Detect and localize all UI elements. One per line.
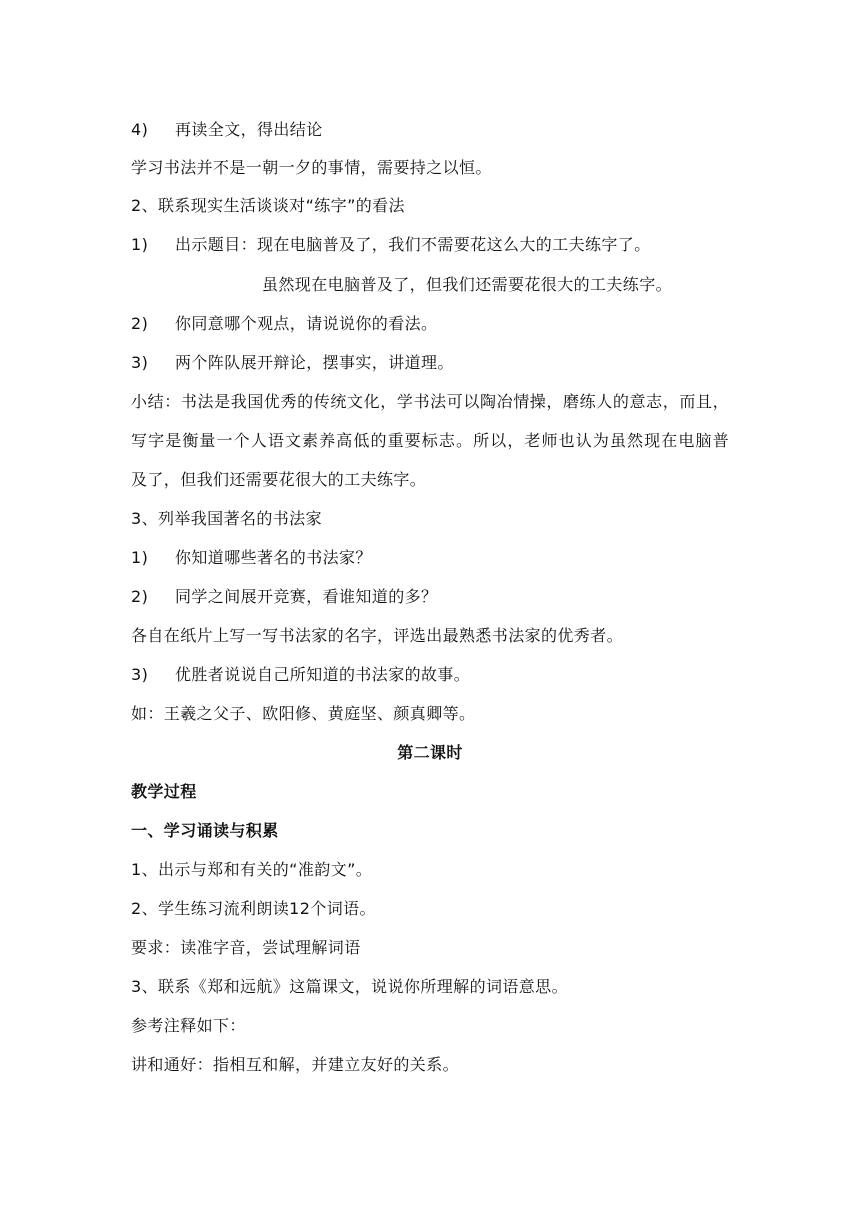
list-number: 1) <box>131 548 149 567</box>
line-text: 你同意哪个观点，请说说你的看法。 <box>175 314 438 333</box>
reference-heading: 参考注释如下： <box>131 1016 246 1035</box>
line-text: 你知道哪些著名的书法家？ <box>175 548 372 567</box>
summary-line-3: 及了，但我们还需要花很大的工夫练字。 <box>131 470 427 489</box>
line-text: 再读全文，得出结论 <box>175 120 323 139</box>
definition-line: 讲和通好：指相互和解，并建立友好的关系。 <box>131 1055 460 1074</box>
item-3-line: 3、联系《郑和远航》这篇课文，说说你所理解的词语意思。 <box>131 977 568 996</box>
line-text: 同学之间展开竞赛，看谁知道的多？ <box>175 587 438 606</box>
summary-line-1: 小结：书法是我国优秀的传统文化，学书法可以陶冶情操，磨练人的意志，而且， <box>131 392 729 411</box>
lesson-title: 第二课时 <box>397 743 463 762</box>
list-number: 4) <box>131 120 149 139</box>
list-number: 3) <box>131 353 149 372</box>
summary-line-2: 写字是衡量一个人语文素养高低的重要标志。所以，老师也认为虽然现在电脑普 <box>131 431 729 450</box>
step-4-line <box>131 120 323 140</box>
list-number: 3) <box>131 665 149 684</box>
list-number: 2) <box>131 314 149 333</box>
item-2-line: 2、学生练习流利朗读12个词语。 <box>131 899 376 918</box>
step-2-line <box>131 587 437 607</box>
step-3-line <box>131 665 470 685</box>
step-1-line <box>131 235 651 255</box>
step-2-line <box>131 314 437 334</box>
item-1-line: 1、出示与郑和有关的“准韵文”。 <box>131 860 373 879</box>
paragraph-line: 各自在纸片上写一写书法家的名字，评选出最熟悉书法家的优秀者。 <box>131 626 624 645</box>
step-1-line <box>131 548 372 568</box>
line-text: 出示题目：现在电脑普及了，我们不需要花这么大的工夫练字了。 <box>175 235 651 254</box>
requirement-line: 要求：读准字音，尝试理解词语 <box>131 938 361 957</box>
process-heading: 教学过程 <box>131 782 197 801</box>
example-line: 如：王羲之父子、欧阳修、黄庭坚、颜真卿等。 <box>131 704 476 723</box>
section-heading-1: 一、学习诵读与积累 <box>131 821 279 840</box>
list-number: 1) <box>131 235 149 254</box>
indented-statement: 虽然现在电脑普及了，但我们还需要花很大的工夫练字。 <box>262 275 673 294</box>
section-heading-2: 2、联系现实生活谈谈对“练字”的看法 <box>131 196 405 215</box>
line-text: 优胜者说说自己所知道的书法家的故事。 <box>175 665 471 684</box>
paragraph-line: 学习书法并不是一朝一夕的事情，需要持之以恒。 <box>131 158 492 177</box>
line-text: 两个阵队展开辩论，摆事实，讲道理。 <box>175 353 454 372</box>
section-heading-3: 3、列举我国著名的书法家 <box>131 509 322 528</box>
step-3-line <box>131 353 454 373</box>
list-number: 2) <box>131 587 149 606</box>
